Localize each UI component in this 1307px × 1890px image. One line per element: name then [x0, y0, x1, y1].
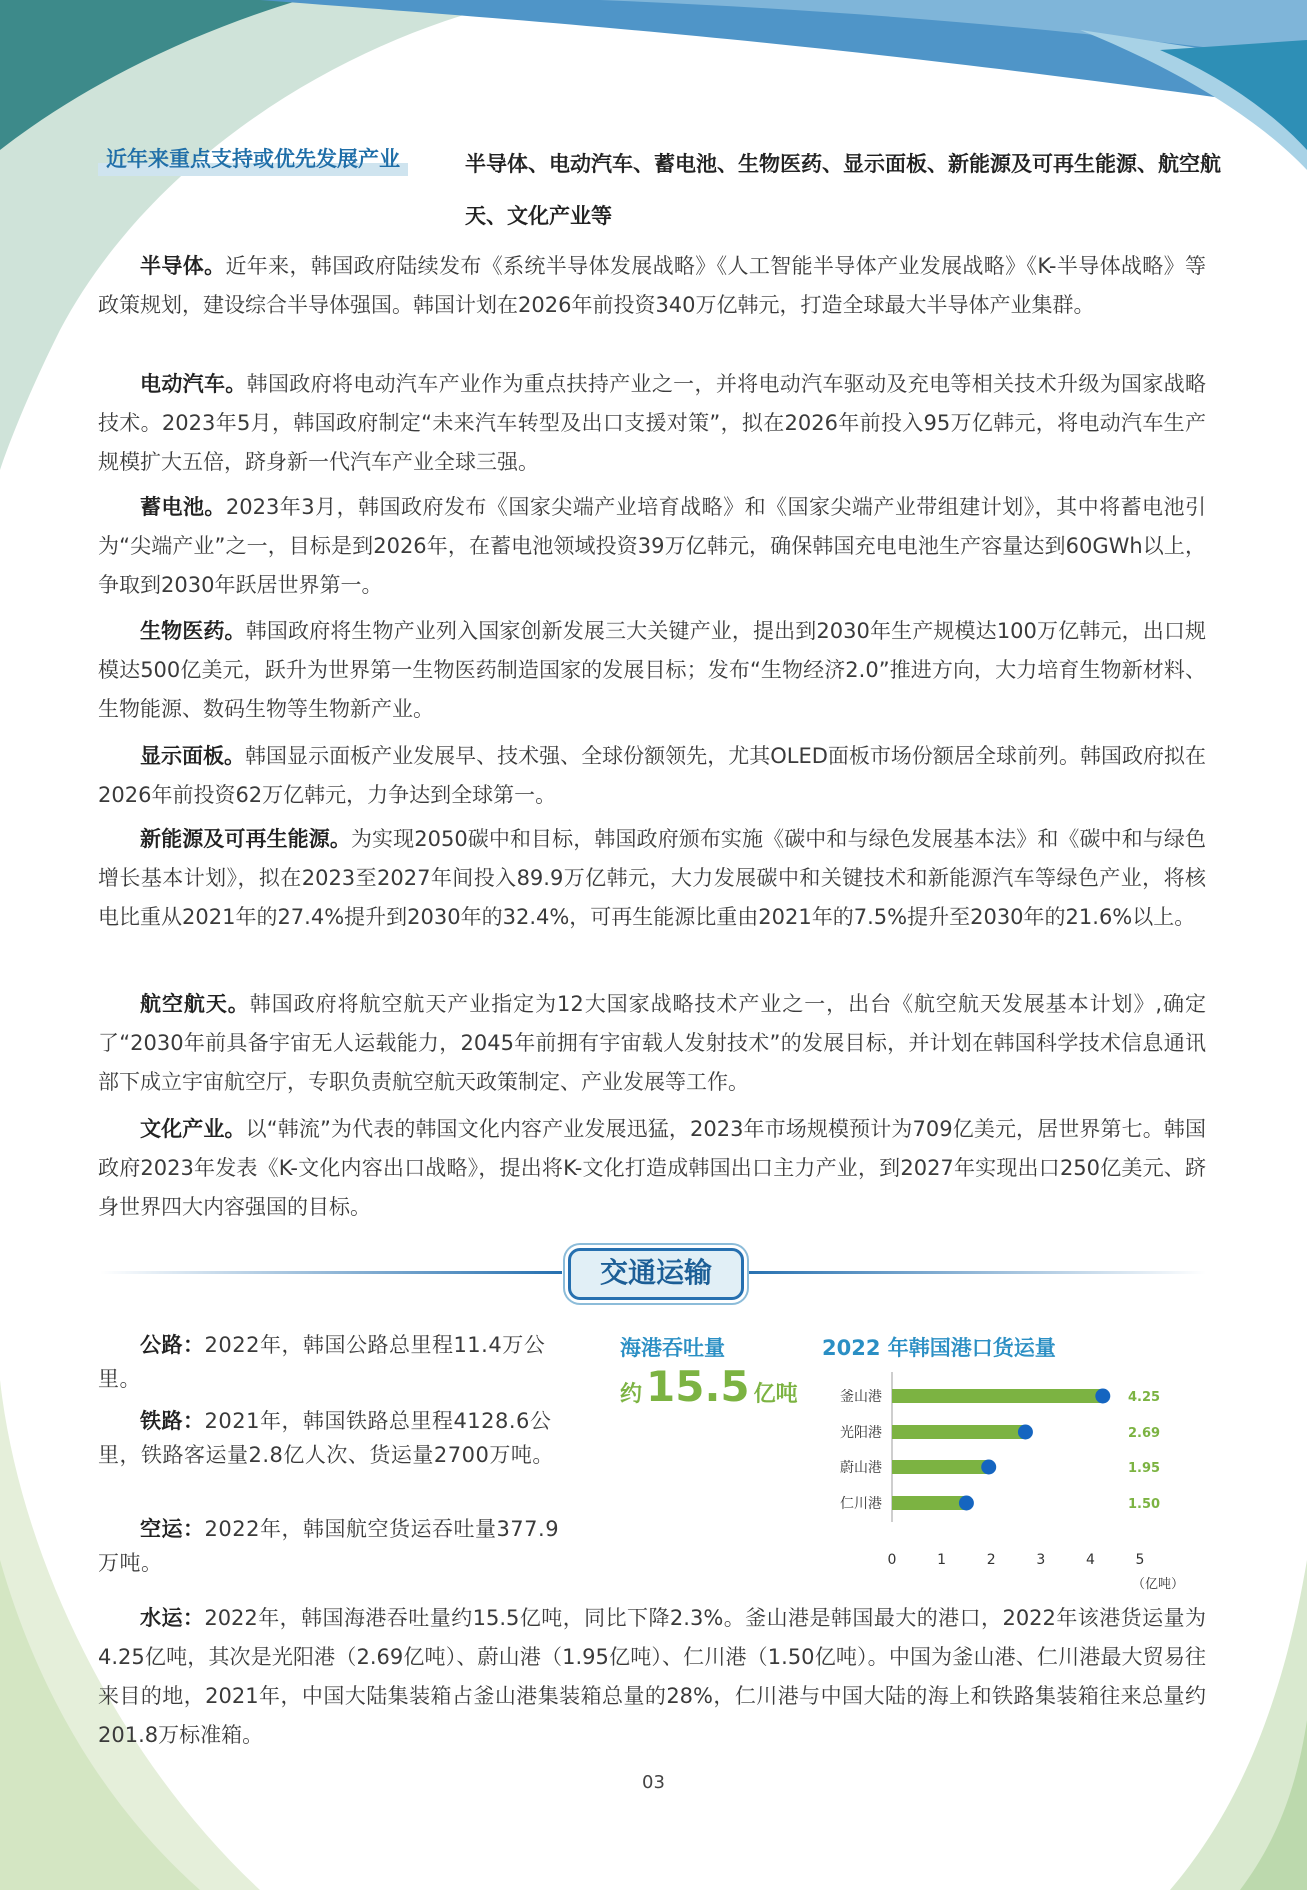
paragraph-battery	[98, 488, 1206, 605]
paragraph-lead: 显示面板。	[140, 744, 246, 768]
data-label: 2.69	[1128, 1426, 1161, 1441]
paragraph-lead: 航空航天。	[140, 992, 250, 1016]
paragraph-text: 2022年，韩国海港吞吐量约15.5亿吨，同比下降2.3%。釜山港是韩国最大的港口，2022年该港货运量为4.25亿吨，其次是光阳港（2.69亿吨）、蔚山港（1.95亿吨）、仁川港（1.50亿吨）。中国为釜山港、仁川港最大贸易往来目的地，2021年，中国大陆集装箱占釜山港集装箱总量的28%，仁川港与中国大陆的海上和铁路集装箱往来总量约201.8万标准箱。	[98, 1606, 1206, 1747]
paragraph-lead: 新能源及可再生能源。	[140, 827, 351, 851]
key-industries-label: 近年来重点支持或优先发展产业	[98, 142, 408, 176]
bar	[892, 1460, 989, 1474]
transport-rail	[98, 1404, 560, 1472]
paragraph-renewable	[98, 820, 1206, 937]
paragraph-lead: 文化产业。	[140, 1117, 246, 1141]
paragraph-text: 韩国政府将电动汽车产业作为重点扶持产业之一，并将电动汽车驱动及充电等相关技术升级为国家战略技术。2023年5月，韩国政府制定“未来汽车转型及出口支援对策”，拟在2026年前投入95万亿韩元，将电动汽车生产规模扩大五倍，跻身新一代汽车产业全球三强。	[98, 372, 1207, 474]
paragraph-text: 2021年，韩国铁路总里程4128.6公里，铁路客运量2.8亿人次、货运量2700万吨。	[98, 1409, 554, 1467]
x-tick-label: 1	[937, 1552, 947, 1568]
category-label: 光阳港	[840, 1425, 882, 1441]
paragraph-text: 2023年3月，韩国政府发布《国家尖端产业培育战略》和《国家尖端产业带组建计划》，其中将蓄电池引为“尖端产业”之一，目标是到2026年，在蓄电池领域投资39万亿韩元，确保韩国充电电池生产容量达到60GWh以上，争取到2030年跃居世界第一。	[98, 495, 1206, 597]
x-tick-label: 2	[986, 1552, 996, 1568]
bar	[892, 1496, 966, 1510]
bar	[892, 1389, 1103, 1403]
bar	[892, 1425, 1025, 1439]
port-cargo-chart	[820, 1372, 1240, 1597]
paragraph-text: 以“韩流”为代表的韩国文化内容产业发展迅猛，2023年市场规模预计为709亿美元，居世界第七。韩国政府2023年发表《K-文化内容出口战略》，提出将K-文化打造成韩国出口主力产业，到2027年实现出口250亿美元、跻身世界四大内容强国的目标。	[98, 1117, 1207, 1219]
transport-air	[98, 1512, 560, 1580]
throughput-value	[620, 1362, 798, 1411]
section-divider-right	[744, 1271, 1206, 1274]
paragraph-text: 韩国显示面板产业发展早、技术强、全球份额领先，尤其OLED面板市场份额居全球前列。韩国政府拟在2026年前投资62万亿韩元，力争达到全球第一。	[98, 744, 1207, 807]
paragraph-culture	[98, 1110, 1206, 1227]
paragraph-aerospace	[98, 985, 1206, 1102]
paragraph-lead: 铁路：	[140, 1409, 205, 1433]
paragraph-lead: 生物医药。	[140, 619, 246, 643]
data-label: 1.50	[1128, 1497, 1161, 1512]
paragraph-lead: 半导体。	[140, 254, 226, 278]
x-tick-label: 4	[1085, 1552, 1095, 1568]
paragraph-semiconductor	[98, 247, 1206, 325]
throughput-unit: 亿吨	[753, 1382, 798, 1407]
bar-end-marker	[1095, 1389, 1110, 1404]
paragraph-lead: 公路：	[140, 1333, 205, 1357]
x-tick-label: 3	[1036, 1552, 1046, 1568]
paragraph-ev	[98, 365, 1206, 482]
paragraph-text: 韩国政府将航空航天产业指定为12大国家战略技术产业之一，出台《航空航天发展基本计划》,确定了“2030年前具备宇宙无人运载能力，2045年前拥有宇宙载人发射技术”的发展目标，并计划在韩国科学技术信息通讯部下成立宇宙航空厅，专职负责航空航天政策制定、产业发展等工作。	[98, 992, 1206, 1094]
transport-road	[98, 1328, 560, 1396]
bar-end-marker	[1018, 1425, 1033, 1440]
x-tick-label: 5	[1135, 1552, 1145, 1568]
transport-water	[98, 1599, 1206, 1755]
paragraph-display	[98, 737, 1206, 815]
paragraph-lead: 电动汽车。	[140, 372, 247, 396]
paragraph-text: 近年来，韩国政府陆续发布《系统半导体发展战略》《人工智能半导体产业发展战略》《K-半导体战略》等政策规划，建设综合半导体强国。韩国计划在2026年前投资340万亿韩元，打造全球最大半导体产业集群。	[98, 254, 1207, 317]
category-label: 蔚山港	[840, 1460, 882, 1476]
throughput-number: 15.5	[646, 1362, 750, 1411]
throughput-label: 海港吞吐量	[620, 1336, 725, 1360]
paragraph-lead: 空运：	[140, 1517, 205, 1541]
paragraph-text: 2022年，韩国航空货运吞吐量377.9万吨。	[98, 1517, 560, 1575]
x-tick-label: 0	[887, 1552, 897, 1568]
throughput-prefix: 约	[620, 1382, 643, 1407]
page-number: 03	[642, 1772, 665, 1793]
unit-label: （亿吨）	[1132, 1577, 1185, 1592]
section-title: 交通运输	[568, 1248, 744, 1300]
bar-end-marker	[959, 1496, 974, 1511]
paragraph-lead: 水运：	[140, 1606, 205, 1630]
paragraph-text: 为实现2050碳中和目标，韩国政府颁布实施《碳中和与绿色发展基本法》和《碳中和与绿色增长基本计划》，拟在2023至2027年间投入89.9万亿韩元，大力发展碳中和关键技术和新能源汽车等绿色产业，将核电比重从2021年的27.4%提升到2030年的32.4%，可再生能源比重由2021年的7.5%提升至2030年的21.6%以上。	[98, 827, 1206, 929]
paragraph-lead: 蓄电池。	[140, 495, 226, 519]
data-label: 1.95	[1128, 1461, 1161, 1476]
paragraph-biomedicine	[98, 612, 1206, 729]
category-label: 仁川港	[840, 1496, 882, 1512]
data-label: 4.25	[1128, 1390, 1161, 1405]
section-divider-left	[100, 1271, 562, 1274]
paragraph-text: 2022年，韩国公路总里程11.4万公里。	[98, 1333, 546, 1391]
bar-end-marker	[981, 1460, 996, 1475]
category-label: 釜山港	[840, 1389, 882, 1405]
paragraph-text: 韩国政府将生物产业列入国家创新发展三大关键产业，提出到2030年生产规模达100万亿韩元，出口规模达500亿美元，跃升为世界第一生物医药制造国家的发展目标；发布“生物经济2.0”推进方向，大力培育生物新材料、生物能源、数码生物等生物新产业。	[98, 619, 1207, 721]
chart-title: 2022 年韩国港口货运量	[822, 1336, 1056, 1360]
key-industries-value: 半导体、电动汽车、蓄电池、生物医药、显示面板、新能源及可再生能源、航空航天、文化产业等	[465, 152, 1221, 228]
